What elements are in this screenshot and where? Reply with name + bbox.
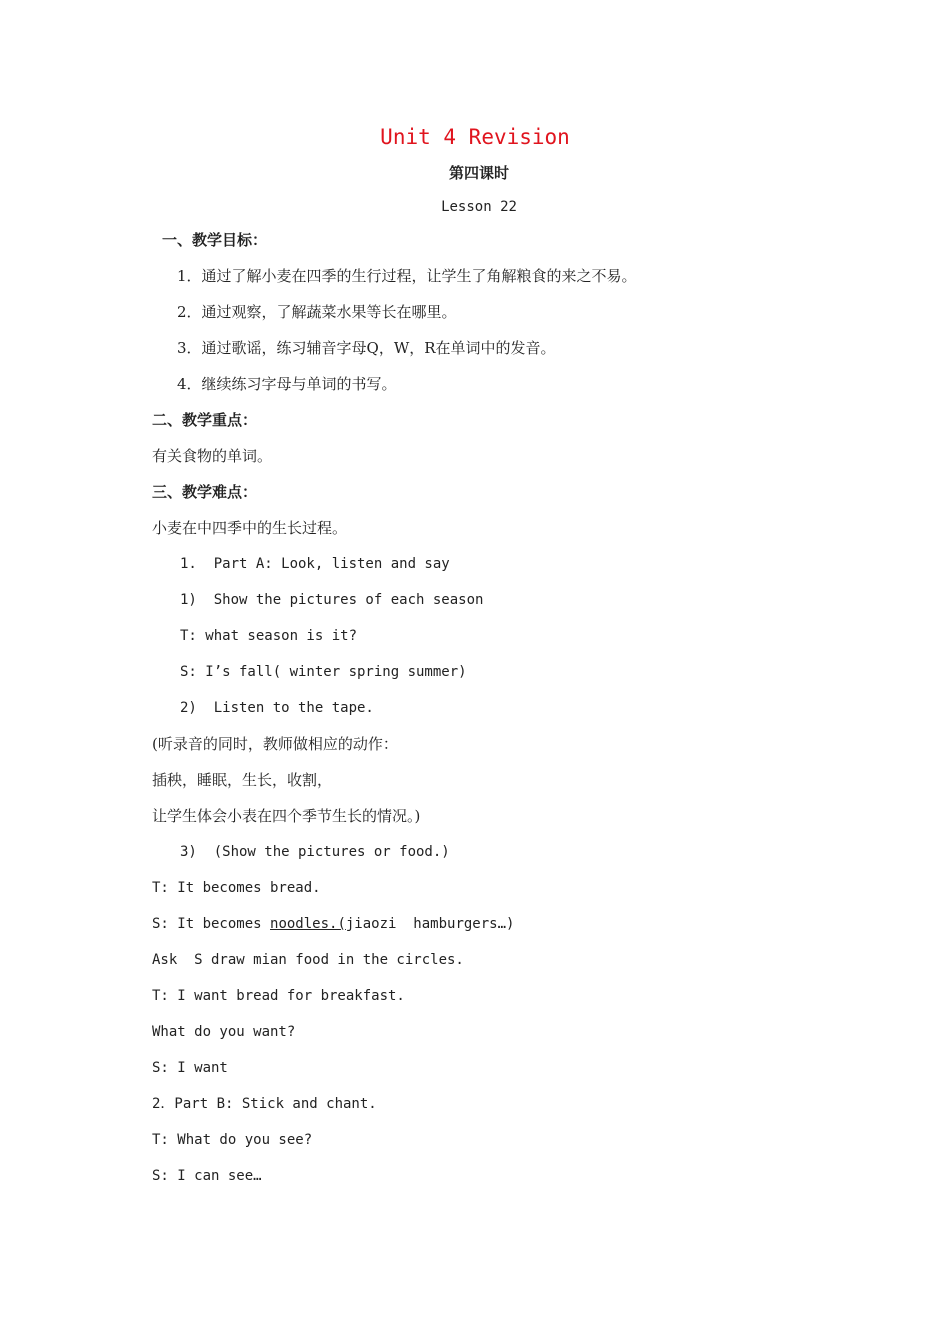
objective-item: 2．通过观察，了解蔬菜水果等长在哪里。 — [177, 303, 457, 321]
dialogue-line: T: It becomes bread. — [152, 880, 321, 896]
underlined-word: noodles.( — [270, 916, 346, 932]
objective-item: 4．继续练习字母与单词的书写。 — [177, 375, 397, 393]
key-points-heading: 二、教学重点： — [152, 411, 258, 429]
dialogue-line: S: I can see… — [152, 1168, 262, 1184]
dialogue-text: jiaozi hamburgers…) — [345, 916, 515, 932]
difficulties-text: 小麦在中四季中的生长过程。 — [152, 519, 348, 537]
dialogue-line — [152, 913, 514, 935]
dialogue-line: S: I’s fall( winter spring summer) — [180, 664, 467, 680]
key-points-text: 有关食物的单词。 — [152, 447, 273, 465]
part-a-heading: 1. Part A: Look, listen and say — [180, 556, 450, 572]
dialogue-line: S: I want — [152, 1060, 228, 1076]
lesson-number: Lesson 22 — [441, 199, 517, 215]
dialogue-line: What do you want? — [152, 1024, 296, 1040]
step-line: 2) Listen to the tape. — [180, 700, 374, 716]
document-title: Unit 4 Revision — [380, 125, 570, 149]
dialogue-line: T: What do you see? — [152, 1132, 313, 1148]
objectives-heading: 一、教学目标： — [162, 231, 268, 249]
dialogue-text: S: It becomes — [152, 916, 271, 932]
note-line: 插秧，睡眠，生长，收割， — [152, 771, 333, 789]
dialogue-line: T: what season is it? — [180, 628, 358, 644]
note-line: (听录音的同时，教师做相应的动作： — [152, 735, 398, 753]
lesson-period: 第四课时 — [448, 164, 509, 182]
dialogue-line: T: I want bread for breakfast. — [152, 988, 405, 1004]
step-line: 1) Show the pictures of each season — [180, 592, 484, 608]
part-b-heading: 2．Part B: Stick and chant. — [152, 1096, 377, 1112]
note-line: 让学生体会小表在四个季节生长的情况。) — [152, 807, 421, 825]
objective-item: 3．通过歌谣，练习辅音字母Q，W，R在单词中的发音。 — [177, 339, 556, 357]
objective-item: 1．通过了解小麦在四季的生行过程，让学生了角解粮食的来之不易。 — [177, 267, 637, 285]
difficulties-heading: 三、教学难点： — [152, 483, 258, 501]
step-line: 3) (Show the pictures or food.) — [180, 844, 450, 860]
instruction-line: Ask S draw mian food in the circles. — [152, 952, 464, 968]
